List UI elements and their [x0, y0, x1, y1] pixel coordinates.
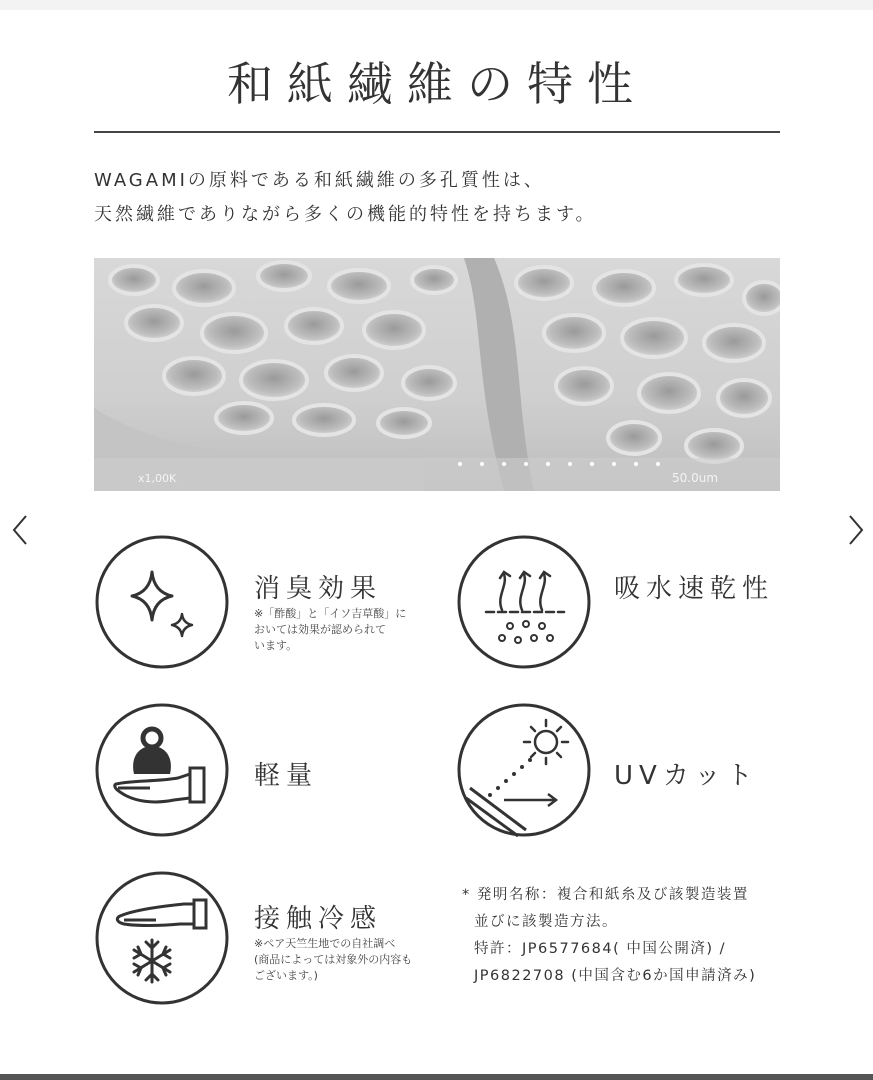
- patent-line-1: * 発明名称：複合和紙糸及び該製造装置: [462, 887, 749, 903]
- carousel-next-button[interactable]: [844, 510, 868, 550]
- patent-info: [462, 882, 792, 990]
- feature-quick-dry-title: 吸水速乾性: [614, 574, 775, 604]
- fiber-micrograph-image: [94, 258, 780, 491]
- note-line: (商品によっては対象外の内容も: [254, 953, 413, 966]
- feature-deodorizing-title: 消臭効果: [254, 574, 383, 604]
- bottom-bar: [0, 1074, 873, 1080]
- patent-line-4: JP6822708 (中国含む6か国申請済み): [474, 968, 757, 984]
- note-line: ※「酢酸」と「イソ吉草酸」に: [254, 607, 407, 620]
- moisture-wicking-icon: [456, 534, 592, 670]
- intro-line-1: WAGAMIの原料である和紙繊維の多孔質性は、: [94, 170, 545, 191]
- micrograph-magnification: x1,00K: [138, 472, 177, 485]
- feature-uv-cut-title: UVカット: [614, 761, 759, 791]
- feature-deodorizing-note: [254, 606, 444, 654]
- feature-cool-touch-title: 接触冷感: [254, 904, 383, 934]
- sparkle-icon: [94, 534, 230, 670]
- intro-text: [94, 164, 794, 232]
- note-line: おいては効果が認められて: [254, 623, 386, 636]
- chevron-left-icon: [8, 510, 32, 550]
- note-line: ※ペア天竺生地での自社調べ: [254, 937, 396, 950]
- top-bar: [0, 0, 873, 10]
- intro-line-2: 天然繊維でありながら多くの機能的特性を持ちます。: [94, 204, 597, 225]
- note-line: います。: [254, 639, 298, 652]
- weight-on-hand-icon: [94, 702, 230, 838]
- title-divider: [94, 131, 780, 133]
- carousel-prev-button[interactable]: [8, 510, 32, 550]
- micrograph-scale: 50.0um: [672, 471, 719, 485]
- sun-uv-icon: [456, 702, 592, 838]
- hand-snowflake-icon: [94, 870, 230, 1006]
- chevron-right-icon: [844, 510, 868, 550]
- feature-cool-touch-note: [254, 936, 444, 984]
- page-title: 和紙繊維の特性: [227, 57, 647, 111]
- patent-line-2: 並びに該製造方法。: [474, 914, 618, 930]
- note-line: ございます。): [254, 969, 318, 982]
- patent-line-3: 特許：JP6577684( 中国公開済) /: [474, 941, 727, 957]
- feature-lightweight-title: 軽量: [254, 761, 319, 791]
